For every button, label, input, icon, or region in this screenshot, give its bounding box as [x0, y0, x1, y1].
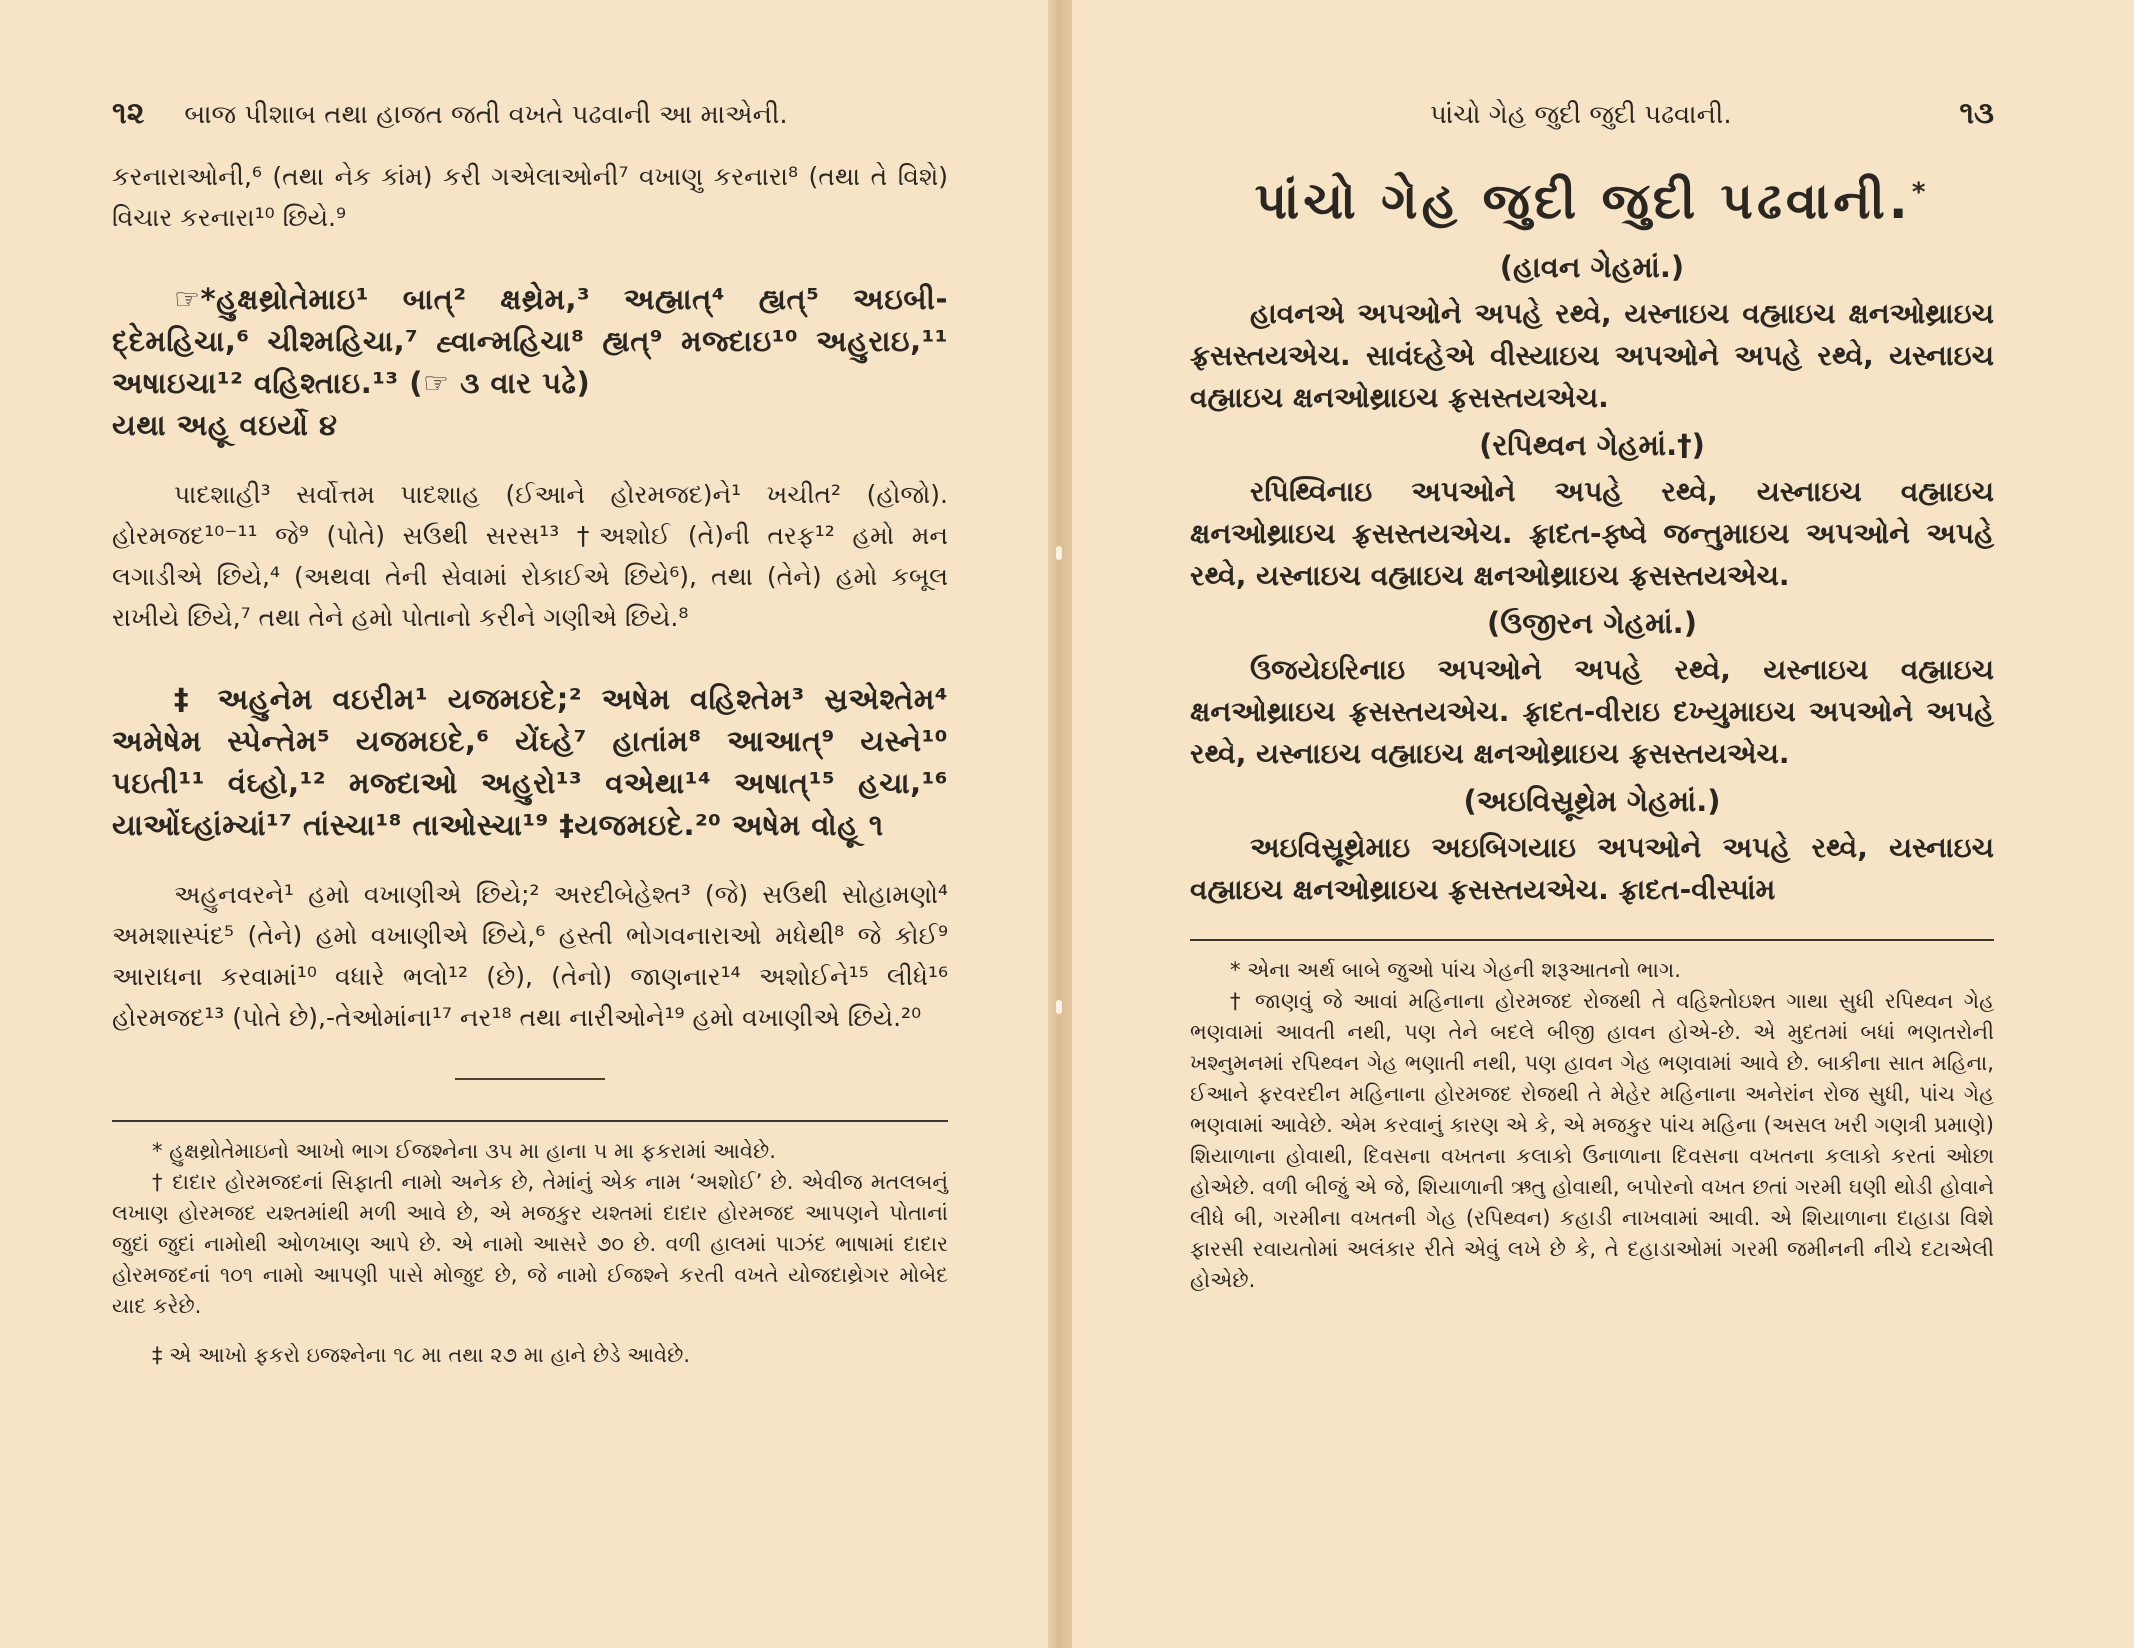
section-text-aiwisruthrem: અઇવિસ્રૂથ્રેમાઇ અઇબિગયાઇ અપઓને અપહે રથ્વે, યસ્નાઇચ વહ્માઇચ ક્ષનઓથ્રાઇચ ફ્રસસ્તયએચ. ફ્રાદત-વીસ્પાંમ: [1190, 831, 1994, 906]
binding-stitch: [1056, 546, 1062, 560]
left-footnote-rule: [112, 1120, 948, 1122]
right-page: [1072, 0, 2134, 1648]
title-footnote-mark: *: [1911, 177, 1930, 208]
right-running-head-text: પાંચો ગેહ જુદી જુદી પઢવાની.: [1430, 100, 1732, 130]
right-footnote-rule: [1190, 939, 1994, 941]
section-heading-ushiran: (ઉજીરન ગેહમાં.): [1487, 606, 1697, 640]
page-title: [1190, 172, 1994, 231]
left-page: [0, 0, 1048, 1648]
left-paragraph-1: કરનારાઓની,⁶ (તથા નેક કાંમ) કરી ગએલાઓની⁷ વખાણુ કરનારા⁸ (તથા તે વિશે) વિચાર કરનારા¹⁰ છિયે.⁹: [112, 162, 948, 232]
right-footnote-2: † જાણવું જે આવાં મહિનાના હોરમજદ રોજથી તે વહિશ્તોઇશ્ત ગાથા સુધી રપિથ્વન ગેહ ભણવામાં આવતી નથી, પણ તેને બદલે બીજી હાવન હોએ-છે. એ મુદતમાં બધાં ભણતરોની ખશ્નુમનમાં રપિથ્વન ગેહ ભણાતી નથી, પણ હાવન ગેહ ભણવામાં આવે છે. બાકીના સાત મહિના, ઈઆને ફરવરદીન મહિનાના હોરમજદ રોજથી તે મેહેર મહિનાના અનેરાંન રોજ સુધી, પાંચ ગેહ ભણવામાં આવેછે. એમ કરવાનું કારણ એ કે, એ મજકુર પાંચ મહિના (અસલ ખરી ગણત્રી પ્રમાણે) શિયાળાના હોવાથી, દિવસના વખતના કલાકો ઉનાળાના દિવસના વખતના કલાકો કરતાં ઓછા હોએછે. વળી બીજું એ જે, શિયાળાની ઋતુ હોવાથી, બપોરનો વખત છતાં ગરમી ઘણી થોડી હોવાને લીધે બી, ગરમીના વખતની ગેહ (રપિથ્વન) કહાડી નાખવામાં આવી. એ શિયાળાના દાહાડા વિશે ફારસી રવાયતોમાં અલંકાર રીતે એવું લખે છે કે, તે દહાડાઓમાં ગરમી જમીનની નીચે દટાએલી હોએછે.: [1190, 989, 1994, 1292]
section-heading-aiwisruthrem: (અઇવિસ્રૂથ્રેમ ગેહમાં.): [1463, 784, 1721, 818]
section-heading-rapithwan: (રપિથ્વન ગેહમાં.†): [1479, 428, 1705, 462]
left-running-head-text: બાજ પીશાબ તથા હાજત જતી વખતે પઢવાની આ માએની.: [184, 100, 788, 130]
short-divider: [455, 1078, 605, 1080]
section-text-rapithwan: રપિથ્વિનાઇ અપઓને અપહે રથ્વે, યસ્નાઇચ વહ્માઇચ ક્ષનઓથ્રાઇચ ફ્રસસ્તયએચ. ફ્રાદત-ફ્ષ્વે જન્તુમાઇચ અપઓને અપહે રથ્વે, યસ્નાઇચ વહ્માઇચ ક્ષનઓથ્રાઇચ ફ્રસસ્તયએચ.: [1190, 475, 1994, 592]
left-paragraph-2: પાદશાહી³ સર્વોત્તમ પાદશાહ (ઈઆને હોરમજદ)ને¹ ખચીત² (હોજો). હોરમજદ¹⁰⁻¹¹ જે⁹ (પોતે) સઉથી સરસ¹³ †અશોઈ (તે)ની તરફ¹² હમો મન લગાડીએ છિયે,⁴ (અથવા તેની સેવામાં રોકાઈએ છિયે⁶), તથા (તેને) હમો કબૂલ રાખીયે છિયે,⁷ તથા તેને હમો પોતાનો કરીને ગણીએ છિયે.⁸: [112, 480, 948, 632]
left-avesta-verse-2: ‡ અહુનેમ વઇરીમ¹ યજમઇદે;² અષેમ વહિશ્તેમ³ સ્રએશ્તેમ⁴ અમેષેમ સ્પેન્તેમ⁵ યજમઇદે,⁶ યેંઘ્હે⁷ હાતાંમ⁸ આઆત્⁹ યસ્ને¹⁰ પઇતી¹¹ વંઘ્હો,¹² મજ્દાઓ અહુરો¹³ વએથા¹⁴ અષાત્¹⁵ હચા,¹⁶ યાઓંઘ્હાંમ્ચાં¹⁷ તાંસ્ચા¹⁸ તાઓસ્ચા¹⁹ ‡યજમઇદે.²⁰ અષેમ વોહૂ ૧: [112, 682, 948, 842]
left-paragraph-3: અહુનવરને¹ હમો વખાણીએ છિયે;² અરદીબેહેશ્ત³ (જે) સઉથી સોહામણો⁴ અમશાસ્પંદ⁵ (તેને) હમો વખાણીએ છિયે,⁶ હસ્તી ભોગવનારાઓ મધેથી⁸ જે કોઈ⁹ આરાધના કરવામાં¹⁰ વધારે ભલો¹² (છે), (તેનો) જાણનાર¹⁴ અશોઈને¹⁵ લીધે¹⁶ હોરમજદ¹³ (પોતે છે),-તેઓમાંના¹⁷ નર¹⁸ તથા નારીઓને¹⁹ હમો વખાણીએ છિયે.²⁰: [112, 880, 948, 1032]
binding-stitch: [1056, 1000, 1062, 1014]
left-page-number: ૧૨: [112, 96, 145, 131]
left-footnote-3: ‡ એ આખો ફકરો ઇજશ્નેના ૧૮ મા તથા ૨૭ મા હાને છેડે આવેછે.: [152, 1343, 691, 1367]
left-running-head: [112, 96, 948, 138]
book-gutter: [1048, 0, 1072, 1648]
left-footnote-2: † દાદાર હોરમજદનાં સિફાતી નામો અનેક છે, તેમાંનું એક નામ ‘અશોઈ’ છે. એવીજ મતલબનું લખાણ હોરમજદ યશ્તમાંથી મળી આવે છે, એ મજકુર યશ્તમાં દાદાર હોરમજદ આપણને પોતાનાં જુદાં જુદાં નામોથી ઓળખાણ આપે છે. એ નામો આસરે ૭૦ છે. વળી હાલમાં પાઝંદ ભાષામાં દાદાર હોરમજદનાં ૧૦૧ નામો આપણી પાસે મોજુદ છે, જે નામો ઈજશ્ને કરતી વખતે યોજદાથ્રેગર મોબેદ યાદ કરેછે.: [112, 1170, 948, 1318]
left-footnote-1: * હુક્ષથ્રોતેમાઇનો આખો ભાગ ઈજશ્નેના ૩૫ મા હાના ૫ મા ફકરામાં આવેછે.: [152, 1139, 776, 1163]
page-title-text: પાંચો ગેહ જુદી જુદી પઢવાની.: [1254, 172, 1912, 230]
yatha-ahu-line: યથા અહૂ વઇર્યો ૪: [112, 408, 338, 442]
left-avesta-verse-1: ☞*હુક્ષથ્રોતેમાઇ¹ બાત્² ક્ષથ્રેમ,³ અહ્માત્⁴ હ્યત્⁵ અઇબી-દ્દેમહિચા,⁶ ચીશ્મહિચા,⁷ હ્વાન્મહિચા⁸ હ્યત્⁹ મજ્દાઇ¹⁰ અહુરાઇ,¹¹ અષાઇચા¹² વહિશ્તાઇ.¹³ (☞ ૩ વાર પઢે): [112, 282, 948, 400]
right-page-number: ૧૩: [1959, 96, 1994, 131]
section-text-ushiran: ઉજયેઇરિનાઇ અપઓને અપહે રથ્વે, યસ્નાઇચ વહ્માઇચ ક્ષનઓથ્રાઇચ ફ્રસસ્તયએચ. ફ્રાદત-વીરાઇ દખ્યુમાઇચ અપઓને અપહે રથ્વે, યસ્નાઇચ વહ્માઇચ ક્ષનઓથ્રાઇચ ફ્રસસ્તયએચ.: [1190, 653, 1994, 770]
right-running-head: [1190, 96, 1994, 138]
section-text-havan: હાવનએ અપઓને અપહે રથ્વે, યસ્નાઇચ વહ્માઇચ ક્ષનઓથ્રાઇચ ફ્રસસ્તયએચ. સાવંઘ્હેએ વીસ્યાઇચ અપઓને અપહે રથ્વે, યસ્નાઇચ વહ્માઇચ ક્ષનઓથ્રાઇચ ફ્રસસ્તયએચ.: [1190, 297, 1994, 414]
right-footnote-1: * એના અર્થ બાબે જુઓ પાંચ ગેહની શરૂઆતનો ભાગ.: [1230, 958, 1681, 982]
section-heading-havan: (હાવન ગેહમાં.): [1499, 250, 1685, 284]
